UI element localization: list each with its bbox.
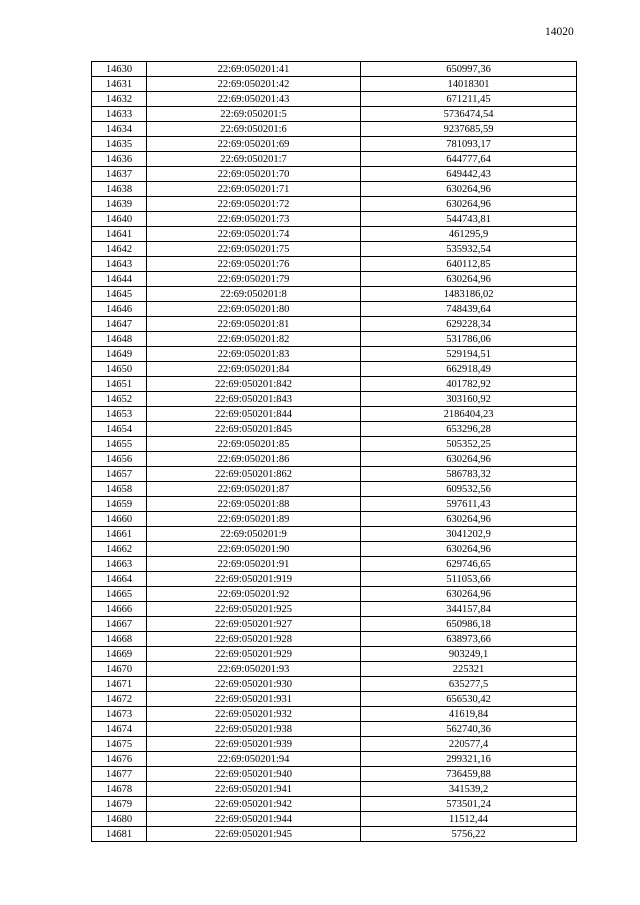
cadastral-value-cell: 635277,5 — [361, 677, 577, 692]
cadastral-number-cell: 22:69:050201:75 — [147, 242, 361, 257]
cadastral-value-cell: 638973,66 — [361, 632, 577, 647]
table-row — [92, 752, 577, 767]
row-number-cell: 14646 — [92, 302, 147, 317]
cadastral-number-cell: 22:69:050201:86 — [147, 452, 361, 467]
cadastral-value-cell: 629746,65 — [361, 557, 577, 572]
cadastral-number-cell: 22:69:050201:940 — [147, 767, 361, 782]
cadastral-value-cell: 597611,43 — [361, 497, 577, 512]
table-row — [92, 527, 577, 542]
cadastral-value-cell: 14018301 — [361, 77, 577, 92]
row-number-cell: 14630 — [92, 62, 147, 77]
row-number-cell: 14647 — [92, 317, 147, 332]
cadastral-value-cell: 544743,81 — [361, 212, 577, 227]
cadastral-number-cell: 22:69:050201:929 — [147, 647, 361, 662]
cadastral-number-cell: 22:69:050201:925 — [147, 602, 361, 617]
table-row — [92, 212, 577, 227]
table-row — [92, 197, 577, 212]
cadastral-value-cell: 299321,16 — [361, 752, 577, 767]
cadastral-value-cell: 41619,84 — [361, 707, 577, 722]
row-number-cell: 14645 — [92, 287, 147, 302]
cadastral-value-cell: 535932,54 — [361, 242, 577, 257]
cadastral-value-cell: 656530,42 — [361, 692, 577, 707]
row-number-cell: 14658 — [92, 482, 147, 497]
cadastral-number-cell: 22:69:050201:928 — [147, 632, 361, 647]
cadastral-number-cell: 22:69:050201:70 — [147, 167, 361, 182]
row-number-cell: 14659 — [92, 497, 147, 512]
page-number: 14020 — [545, 26, 574, 38]
cadastral-value-cell: 650986,18 — [361, 617, 577, 632]
cadastral-value-cell: 630264,96 — [361, 542, 577, 557]
cadastral-number-cell: 22:69:050201:8 — [147, 287, 361, 302]
row-number-cell: 14637 — [92, 167, 147, 182]
row-number-cell: 14663 — [92, 557, 147, 572]
table-row — [92, 497, 577, 512]
table-row — [92, 227, 577, 242]
cadastral-value-cell: 630264,96 — [361, 512, 577, 527]
table-row — [92, 362, 577, 377]
row-number-cell: 14650 — [92, 362, 147, 377]
table-row — [92, 572, 577, 587]
cadastral-value-cell: 903249,1 — [361, 647, 577, 662]
cadastral-number-cell: 22:69:050201:7 — [147, 152, 361, 167]
table-row — [92, 677, 577, 692]
cadastral-value-cell: 225321 — [361, 662, 577, 677]
cadastral-number-cell: 22:69:050201:91 — [147, 557, 361, 572]
table-row — [92, 452, 577, 467]
cadastral-number-cell: 22:69:050201:84 — [147, 362, 361, 377]
cadastral-value-cell: 573501,24 — [361, 797, 577, 812]
cadastral-number-cell: 22:69:050201:88 — [147, 497, 361, 512]
row-number-cell: 14665 — [92, 587, 147, 602]
row-number-cell: 14641 — [92, 227, 147, 242]
row-number-cell: 14660 — [92, 512, 147, 527]
table-row — [92, 107, 577, 122]
cadastral-number-cell: 22:69:050201:76 — [147, 257, 361, 272]
table-row — [92, 152, 577, 167]
table-row — [92, 542, 577, 557]
row-number-cell: 14639 — [92, 197, 147, 212]
row-number-cell: 14662 — [92, 542, 147, 557]
cadastral-number-cell: 22:69:050201:42 — [147, 77, 361, 92]
cadastral-value-cell: 630264,96 — [361, 182, 577, 197]
row-number-cell: 14631 — [92, 77, 147, 92]
row-number-cell: 14640 — [92, 212, 147, 227]
row-number-cell: 14642 — [92, 242, 147, 257]
table-row — [92, 392, 577, 407]
row-number-cell: 14651 — [92, 377, 147, 392]
table-row — [92, 422, 577, 437]
row-number-cell: 14632 — [92, 92, 147, 107]
table-row — [92, 482, 577, 497]
row-number-cell: 14644 — [92, 272, 147, 287]
cadastral-number-cell: 22:69:050201:72 — [147, 197, 361, 212]
cadastral-value-cell: 609532,56 — [361, 482, 577, 497]
cadastral-value-cell: 531786,06 — [361, 332, 577, 347]
cadastral-value-cell: 736459,88 — [361, 767, 577, 782]
cadastral-number-cell: 22:69:050201:930 — [147, 677, 361, 692]
row-number-cell: 14661 — [92, 527, 147, 542]
cadastral-value-cell: 650997,36 — [361, 62, 577, 77]
table-row — [92, 167, 577, 182]
table-row — [92, 692, 577, 707]
table-row — [92, 602, 577, 617]
table-row — [92, 617, 577, 632]
table-row — [92, 662, 577, 677]
table-row — [92, 707, 577, 722]
cadastral-number-cell: 22:69:050201:842 — [147, 377, 361, 392]
cadastral-number-cell: 22:69:050201:6 — [147, 122, 361, 137]
cadastral-value-cell: 781093,17 — [361, 137, 577, 152]
table-row — [92, 557, 577, 572]
table-row — [92, 512, 577, 527]
row-number-cell: 14680 — [92, 812, 147, 827]
table-row — [92, 767, 577, 782]
row-number-cell: 14670 — [92, 662, 147, 677]
row-number-cell: 14652 — [92, 392, 147, 407]
cadastral-value-cell: 505352,25 — [361, 437, 577, 452]
table-row — [92, 812, 577, 827]
row-number-cell: 14654 — [92, 422, 147, 437]
cadastral-number-cell: 22:69:050201:93 — [147, 662, 361, 677]
table-row — [92, 737, 577, 752]
row-number-cell: 14672 — [92, 692, 147, 707]
table-row — [92, 257, 577, 272]
cadastral-value-cell: 653296,28 — [361, 422, 577, 437]
cadastral-value-cell: 344157,84 — [361, 602, 577, 617]
table-row — [92, 587, 577, 602]
cadastral-value-cell: 630264,96 — [361, 452, 577, 467]
table-row — [92, 137, 577, 152]
row-number-cell: 14679 — [92, 797, 147, 812]
row-number-cell: 14666 — [92, 602, 147, 617]
cadastral-number-cell: 22:69:050201:94 — [147, 752, 361, 767]
table-row — [92, 347, 577, 362]
cadastral-number-cell: 22:69:050201:83 — [147, 347, 361, 362]
row-number-cell: 14648 — [92, 332, 147, 347]
table-row — [92, 377, 577, 392]
cadastral-value-cell: 9237685,59 — [361, 122, 577, 137]
cadastral-number-cell: 22:69:050201:87 — [147, 482, 361, 497]
table-row — [92, 407, 577, 422]
row-number-cell: 14671 — [92, 677, 147, 692]
cadastral-value-cell: 511053,66 — [361, 572, 577, 587]
cadastral-number-cell: 22:69:050201:71 — [147, 182, 361, 197]
cadastral-number-cell: 22:69:050201:85 — [147, 437, 361, 452]
row-number-cell: 14681 — [92, 827, 147, 842]
cadastral-value-cell: 649442,43 — [361, 167, 577, 182]
cadastral-number-cell: 22:69:050201:932 — [147, 707, 361, 722]
cadastral-number-cell: 22:69:050201:89 — [147, 512, 361, 527]
table-row — [92, 287, 577, 302]
cadastral-value-cell: 5736474,54 — [361, 107, 577, 122]
row-number-cell: 14664 — [92, 572, 147, 587]
row-number-cell: 14657 — [92, 467, 147, 482]
row-number-cell: 14653 — [92, 407, 147, 422]
cadastral-value-cell: 640112,85 — [361, 257, 577, 272]
cadastral-value-cell: 303160,92 — [361, 392, 577, 407]
cadastral-value-cell: 461295,9 — [361, 227, 577, 242]
cadastral-number-cell: 22:69:050201:927 — [147, 617, 361, 632]
cadastral-value-cell: 11512,44 — [361, 812, 577, 827]
cadastral-number-cell: 22:69:050201:69 — [147, 137, 361, 152]
cadastral-value-cell: 630264,96 — [361, 197, 577, 212]
row-number-cell: 14675 — [92, 737, 147, 752]
cadastral-number-cell: 22:69:050201:843 — [147, 392, 361, 407]
cadastral-number-cell: 22:69:050201:845 — [147, 422, 361, 437]
row-number-cell: 14649 — [92, 347, 147, 362]
row-number-cell: 14673 — [92, 707, 147, 722]
row-number-cell: 14669 — [92, 647, 147, 662]
cadastral-number-cell: 22:69:050201:73 — [147, 212, 361, 227]
row-number-cell: 14667 — [92, 617, 147, 632]
cadastral-number-cell: 22:69:050201:9 — [147, 527, 361, 542]
table-row — [92, 782, 577, 797]
table-row — [92, 92, 577, 107]
cadastral-number-cell: 22:69:050201:82 — [147, 332, 361, 347]
cadastral-number-cell: 22:69:050201:941 — [147, 782, 361, 797]
table-row — [92, 632, 577, 647]
cadastral-value-cell: 5756,22 — [361, 827, 577, 842]
row-number-cell: 14677 — [92, 767, 147, 782]
row-number-cell: 14668 — [92, 632, 147, 647]
cadastral-value-cell: 1483186,02 — [361, 287, 577, 302]
table-row — [92, 332, 577, 347]
cadastral-number-cell: 22:69:050201:931 — [147, 692, 361, 707]
cadastral-number-cell: 22:69:050201:43 — [147, 92, 361, 107]
cadastral-value-cell: 662918,49 — [361, 362, 577, 377]
table-row — [92, 62, 577, 77]
cadastral-value-cell: 2186404,23 — [361, 407, 577, 422]
table-row — [92, 467, 577, 482]
cadastral-number-cell: 22:69:050201:90 — [147, 542, 361, 557]
row-number-cell: 14674 — [92, 722, 147, 737]
table-row — [92, 317, 577, 332]
cadastral-value-cell: 401782,92 — [361, 377, 577, 392]
row-number-cell: 14643 — [92, 257, 147, 272]
cadastral-value-cell: 341539,2 — [361, 782, 577, 797]
row-number-cell: 14634 — [92, 122, 147, 137]
cadastral-value-cell: 3041202,9 — [361, 527, 577, 542]
cadastral-number-cell: 22:69:050201:942 — [147, 797, 361, 812]
cadastral-value-cell: 630264,96 — [361, 272, 577, 287]
cadastral-value-table — [91, 61, 577, 842]
table-row — [92, 242, 577, 257]
table-body — [92, 62, 577, 842]
table-row — [92, 122, 577, 137]
cadastral-value-cell: 562740,36 — [361, 722, 577, 737]
cadastral-number-cell: 22:69:050201:5 — [147, 107, 361, 122]
row-number-cell: 14678 — [92, 782, 147, 797]
cadastral-number-cell: 22:69:050201:945 — [147, 827, 361, 842]
table-row — [92, 302, 577, 317]
row-number-cell: 14633 — [92, 107, 147, 122]
table-row — [92, 437, 577, 452]
cadastral-value-cell: 529194,51 — [361, 347, 577, 362]
cadastral-number-cell: 22:69:050201:844 — [147, 407, 361, 422]
table-row — [92, 722, 577, 737]
cadastral-number-cell: 22:69:050201:41 — [147, 62, 361, 77]
cadastral-number-cell: 22:69:050201:939 — [147, 737, 361, 752]
cadastral-value-cell: 748439,64 — [361, 302, 577, 317]
cadastral-number-cell: 22:69:050201:74 — [147, 227, 361, 242]
cadastral-value-cell: 220577,4 — [361, 737, 577, 752]
table-row — [92, 182, 577, 197]
cadastral-number-cell: 22:69:050201:80 — [147, 302, 361, 317]
table-row — [92, 77, 577, 92]
row-number-cell: 14638 — [92, 182, 147, 197]
cadastral-number-cell: 22:69:050201:81 — [147, 317, 361, 332]
cadastral-value-cell: 644777,64 — [361, 152, 577, 167]
cadastral-number-cell: 22:69:050201:938 — [147, 722, 361, 737]
cadastral-number-cell: 22:69:050201:92 — [147, 587, 361, 602]
row-number-cell: 14636 — [92, 152, 147, 167]
table-row — [92, 272, 577, 287]
table-row — [92, 827, 577, 842]
cadastral-value-cell: 586783,32 — [361, 467, 577, 482]
cadastral-number-cell: 22:69:050201:79 — [147, 272, 361, 287]
row-number-cell: 14635 — [92, 137, 147, 152]
table-row — [92, 647, 577, 662]
row-number-cell: 14676 — [92, 752, 147, 767]
cadastral-number-cell: 22:69:050201:944 — [147, 812, 361, 827]
cadastral-number-cell: 22:69:050201:919 — [147, 572, 361, 587]
row-number-cell: 14656 — [92, 452, 147, 467]
cadastral-value-cell: 630264,96 — [361, 587, 577, 602]
cadastral-value-cell: 671211,45 — [361, 92, 577, 107]
cadastral-number-cell: 22:69:050201:862 — [147, 467, 361, 482]
row-number-cell: 14655 — [92, 437, 147, 452]
table-row — [92, 797, 577, 812]
cadastral-value-cell: 629228,34 — [361, 317, 577, 332]
